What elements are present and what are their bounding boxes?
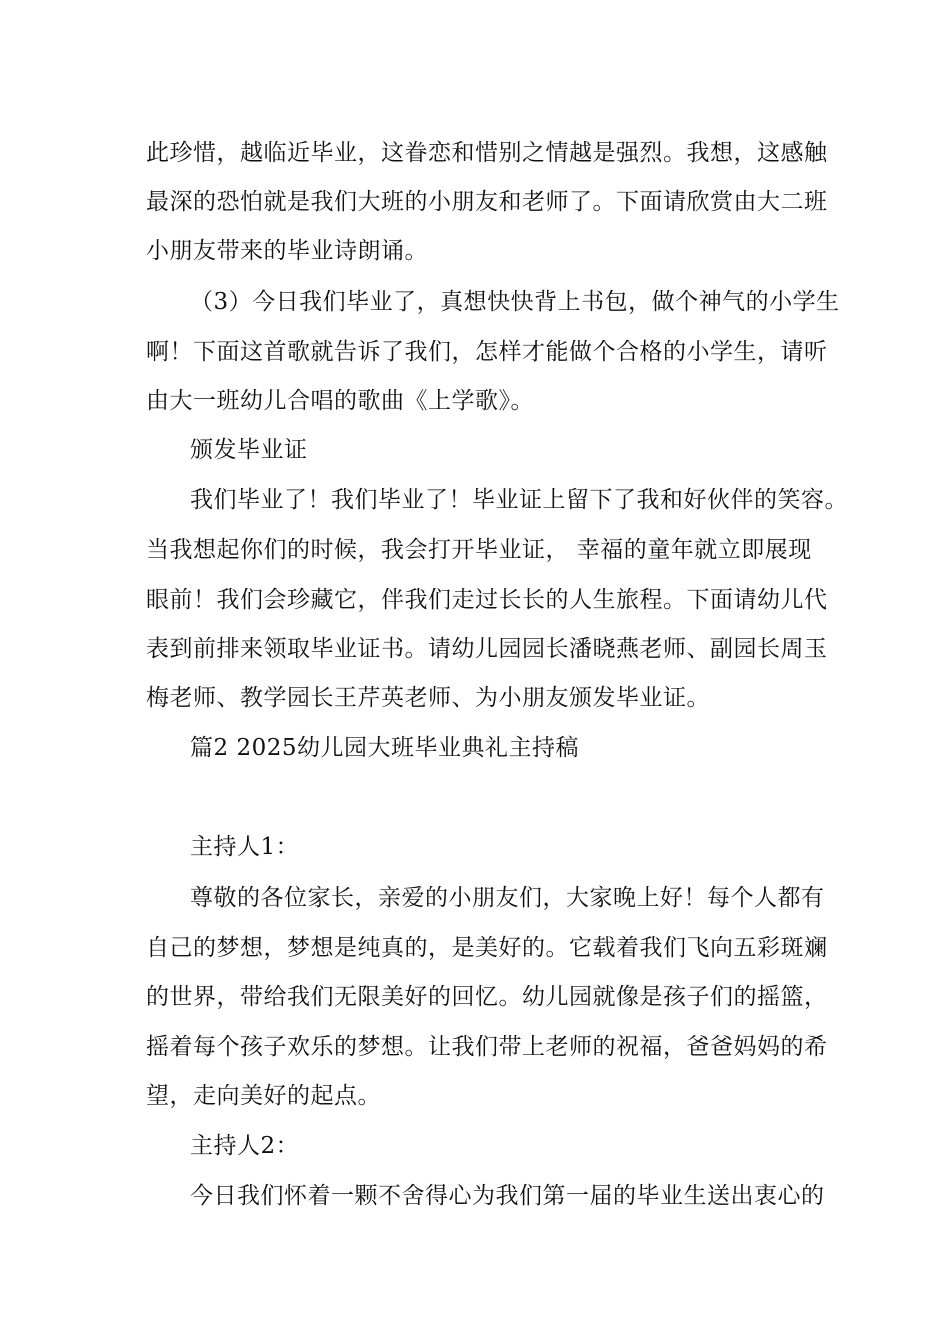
body-line: 我们毕业了！我们毕业了！毕业证上留下了我和好伙伴的笑容。 xyxy=(190,487,848,513)
body-line: 此珍惜，越临近毕业，这眷恋和惜别之情越是强烈。我想，这感触 xyxy=(146,140,828,166)
body-line: 眼前！我们会珍藏它，伴我们走过长长的人生旅程。下面请幼儿代 xyxy=(146,587,828,613)
speaker-label: 主持人2： xyxy=(190,1133,300,1159)
body-line: 啊！下面这首歌就告诉了我们，怎样才能做个合格的小学生，请听 xyxy=(146,339,828,365)
body-line: 最深的恐怕就是我们大班的小朋友和老师了。下面请欣赏由大二班 xyxy=(146,189,828,215)
body-line: 表到前排来领取毕业证书。请幼儿园园长潘晓燕老师、副园长周玉 xyxy=(146,636,828,662)
body-line: 摇着每个孩子欢乐的梦想。让我们带上老师的祝福，爸爸妈妈的希 xyxy=(146,1034,828,1060)
body-line: 今日我们怀着一颗不舍得心为我们第一届的毕业生送出衷心的 xyxy=(190,1183,825,1209)
body-line: 自己的梦想，梦想是纯真的，是美好的。它载着我们飞向五彩斑斓 xyxy=(146,935,828,961)
section-title: 篇2 2025幼儿园大班毕业典礼主持稿 xyxy=(190,735,579,761)
body-line: 小朋友带来的毕业诗朗诵。 xyxy=(146,238,428,264)
body-line: （3）今日我们毕业了，真想快快背上书包，做个神气的小学生 xyxy=(190,289,840,315)
body-line: 由大一班幼儿合唱的歌曲《上学歌》。 xyxy=(146,388,534,414)
body-line: 当我想起你们的时候，我会打开毕业证， 幸福的童年就立即展现 xyxy=(146,537,812,563)
section-heading: 颁发毕业证 xyxy=(190,437,308,463)
body-line: 望，走向美好的起点。 xyxy=(146,1083,381,1109)
body-line: 梅老师、教学园长王芹英老师、为小朋友颁发毕业证。 xyxy=(146,685,710,711)
speaker-label: 主持人1： xyxy=(190,834,300,860)
body-line: 的世界，带给我们无限美好的回忆。幼儿园就像是孩子们的摇篮， xyxy=(146,984,828,1010)
body-line: 尊敬的各位家长，亲爱的小朋友们，大家晚上好！每个人都有 xyxy=(190,885,825,911)
